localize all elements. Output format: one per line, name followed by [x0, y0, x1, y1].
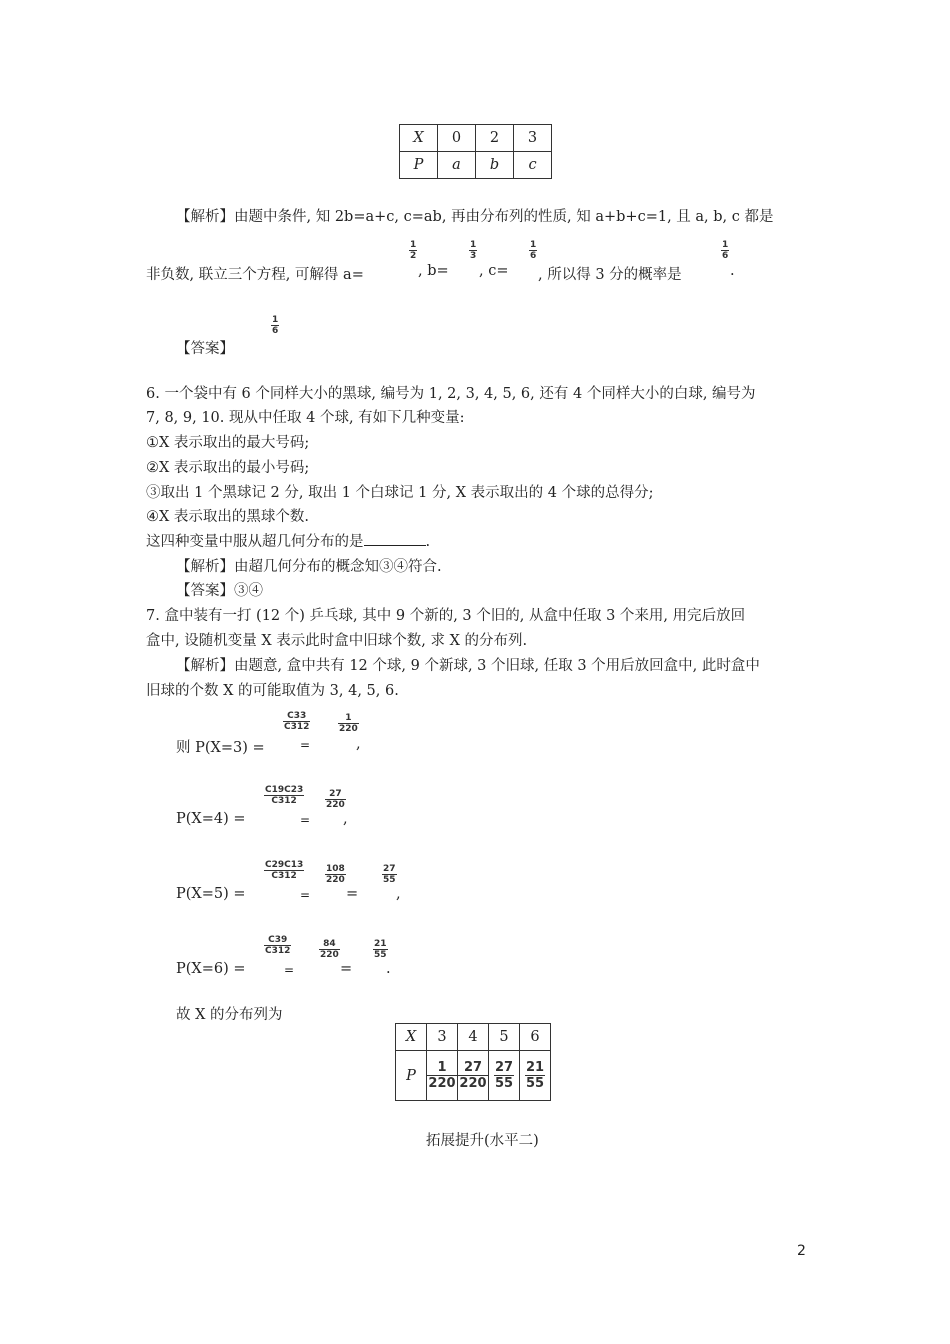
table1-cell: 2	[476, 125, 514, 152]
solution-text: , b=	[418, 263, 449, 279]
table1-cell: a	[438, 152, 476, 179]
distribution-table-1	[399, 124, 552, 179]
fraction: $\frac{1}{6}$	[530, 240, 537, 261]
comma: ,	[356, 736, 361, 752]
table2-cell	[427, 1051, 458, 1101]
fraction: $\frac{1}{220}$	[428, 1060, 456, 1091]
period: .	[386, 961, 391, 977]
question-6-option: ①X 表示取出的最大号码;	[146, 435, 310, 451]
fraction: $\frac{C19C23}{C312}$	[265, 785, 304, 806]
question-6-option: ②X 表示取出的最小号码;	[146, 460, 310, 476]
prob-label: P(X=6) =	[176, 961, 246, 977]
question-7-line: 盒中, 设随机变量 X 表示此时盒中旧球个数, 求 X 的分布列.	[146, 633, 528, 649]
table1-cell: X	[400, 125, 438, 152]
equals: =	[346, 886, 359, 902]
conclusion: 故 X 的分布列为	[176, 1007, 283, 1023]
table2-cell	[489, 1051, 520, 1101]
equals: =	[300, 738, 311, 752]
fraction: $\frac{C33}{C312}$	[284, 711, 310, 732]
solution-text: .	[730, 263, 735, 279]
solution-text: , 所以得 3 分的概率是	[538, 267, 682, 283]
table1-cell: P	[400, 152, 438, 179]
prob-label: 则 P(X=3) =	[176, 740, 265, 756]
fraction: $\frac{84}{220}$	[320, 939, 339, 960]
comma: ,	[396, 886, 401, 902]
question-6-answer: 【答案】③④	[176, 583, 263, 599]
fraction: $\frac{C29C13}{C312}$	[265, 860, 304, 881]
question-7-solution: 旧球的个数 X 的可能取值为 3, 4, 5, 6.	[146, 683, 399, 699]
page-number: 2	[797, 1243, 806, 1259]
question-6-option: ④X 表示取出的黑球个数.	[146, 509, 310, 525]
fraction: $\frac{21}{55}$	[374, 939, 387, 960]
fraction: $\frac{1}{6}$	[722, 240, 729, 261]
equals: =	[284, 963, 295, 977]
table2-cell	[458, 1051, 489, 1101]
table1-cell: 0	[438, 125, 476, 152]
prob-label: P(X=5) =	[176, 886, 246, 902]
fraction: $\frac{108}{220}$	[326, 864, 345, 885]
table2-cell: 6	[520, 1024, 551, 1051]
solution-text: , c=	[479, 263, 509, 279]
equals: =	[340, 961, 353, 977]
answer-blank	[364, 533, 426, 546]
fraction: $\frac{1}{3}$	[470, 240, 477, 261]
fraction: $\frac{1}{220}$	[339, 713, 358, 734]
table1-cell: 3	[514, 125, 552, 152]
question-6-line: 6. 一个袋中有 6 个同样大小的黑球, 编号为 1, 2, 3, 4, 5, 6, 还有 4 个同样大小的白球, 编号为	[146, 386, 756, 402]
fraction: $\frac{27}{55}$	[383, 864, 396, 885]
fraction: $\frac{1}{2}$	[410, 240, 417, 261]
fraction: $\frac{27}{220}$	[459, 1060, 487, 1091]
table1-cell: b	[476, 152, 514, 179]
table2-cell: 5	[489, 1024, 520, 1051]
table2-cell: 4	[458, 1024, 489, 1051]
table1-cell: c	[514, 152, 552, 179]
table2-cell: 3	[427, 1024, 458, 1051]
equals: =	[300, 813, 311, 827]
answer-label: 【答案】	[176, 341, 234, 357]
question-6-line: 7, 8, 9, 10. 现从中任取 4 个球, 有如下几种变量:	[146, 410, 465, 426]
question-6-option: ③取出 1 个黑球记 2 分, 取出 1 个白球记 1 分, X 表示取出的 4 个球的总得分;	[146, 485, 654, 501]
equals: =	[300, 888, 311, 902]
fraction: $\frac{C39}{C312}$	[265, 935, 291, 956]
table2-cell: P	[396, 1051, 427, 1101]
table2-cell	[520, 1051, 551, 1101]
question-6-prompt: 这四种变量中服从超几何分布的是 .	[146, 534, 431, 550]
fraction: $\frac{27}{220}$	[326, 789, 345, 810]
question-6-solution: 【解析】由超几何分布的概念知③④符合.	[176, 559, 442, 575]
prob-label: P(X=4) =	[176, 811, 246, 827]
table2-cell: X	[396, 1024, 427, 1051]
comma: ,	[343, 811, 348, 827]
fraction: $\frac{21}{55}$	[525, 1060, 545, 1091]
solution-line: 【解析】由题中条件, 知 2b=a+c, c=ab, 再由分布列的性质, 知 a+b+c=1, 且 a, b, c 都是	[176, 209, 774, 225]
question-7-line: 7. 盒中装有一打 (12 个) 乒乓球, 其中 9 个新的, 3 个旧的, 从盒中任取 3 个来用, 用完后放回	[146, 608, 746, 624]
question-7-solution: 【解析】由题意, 盒中共有 12 个球, 9 个新球, 3 个旧球, 任取 3 个用后放回盒中, 此时盒中	[176, 658, 760, 674]
answer-fraction: $\frac{1}{6}$	[272, 315, 279, 336]
distribution-table-2	[395, 1023, 551, 1101]
solution-text: 非负数, 联立三个方程, 可解得 a=	[146, 267, 364, 283]
section-heading: 拓展提升(水平二)	[426, 1133, 539, 1149]
fraction: $\frac{27}{55}$	[494, 1060, 514, 1091]
